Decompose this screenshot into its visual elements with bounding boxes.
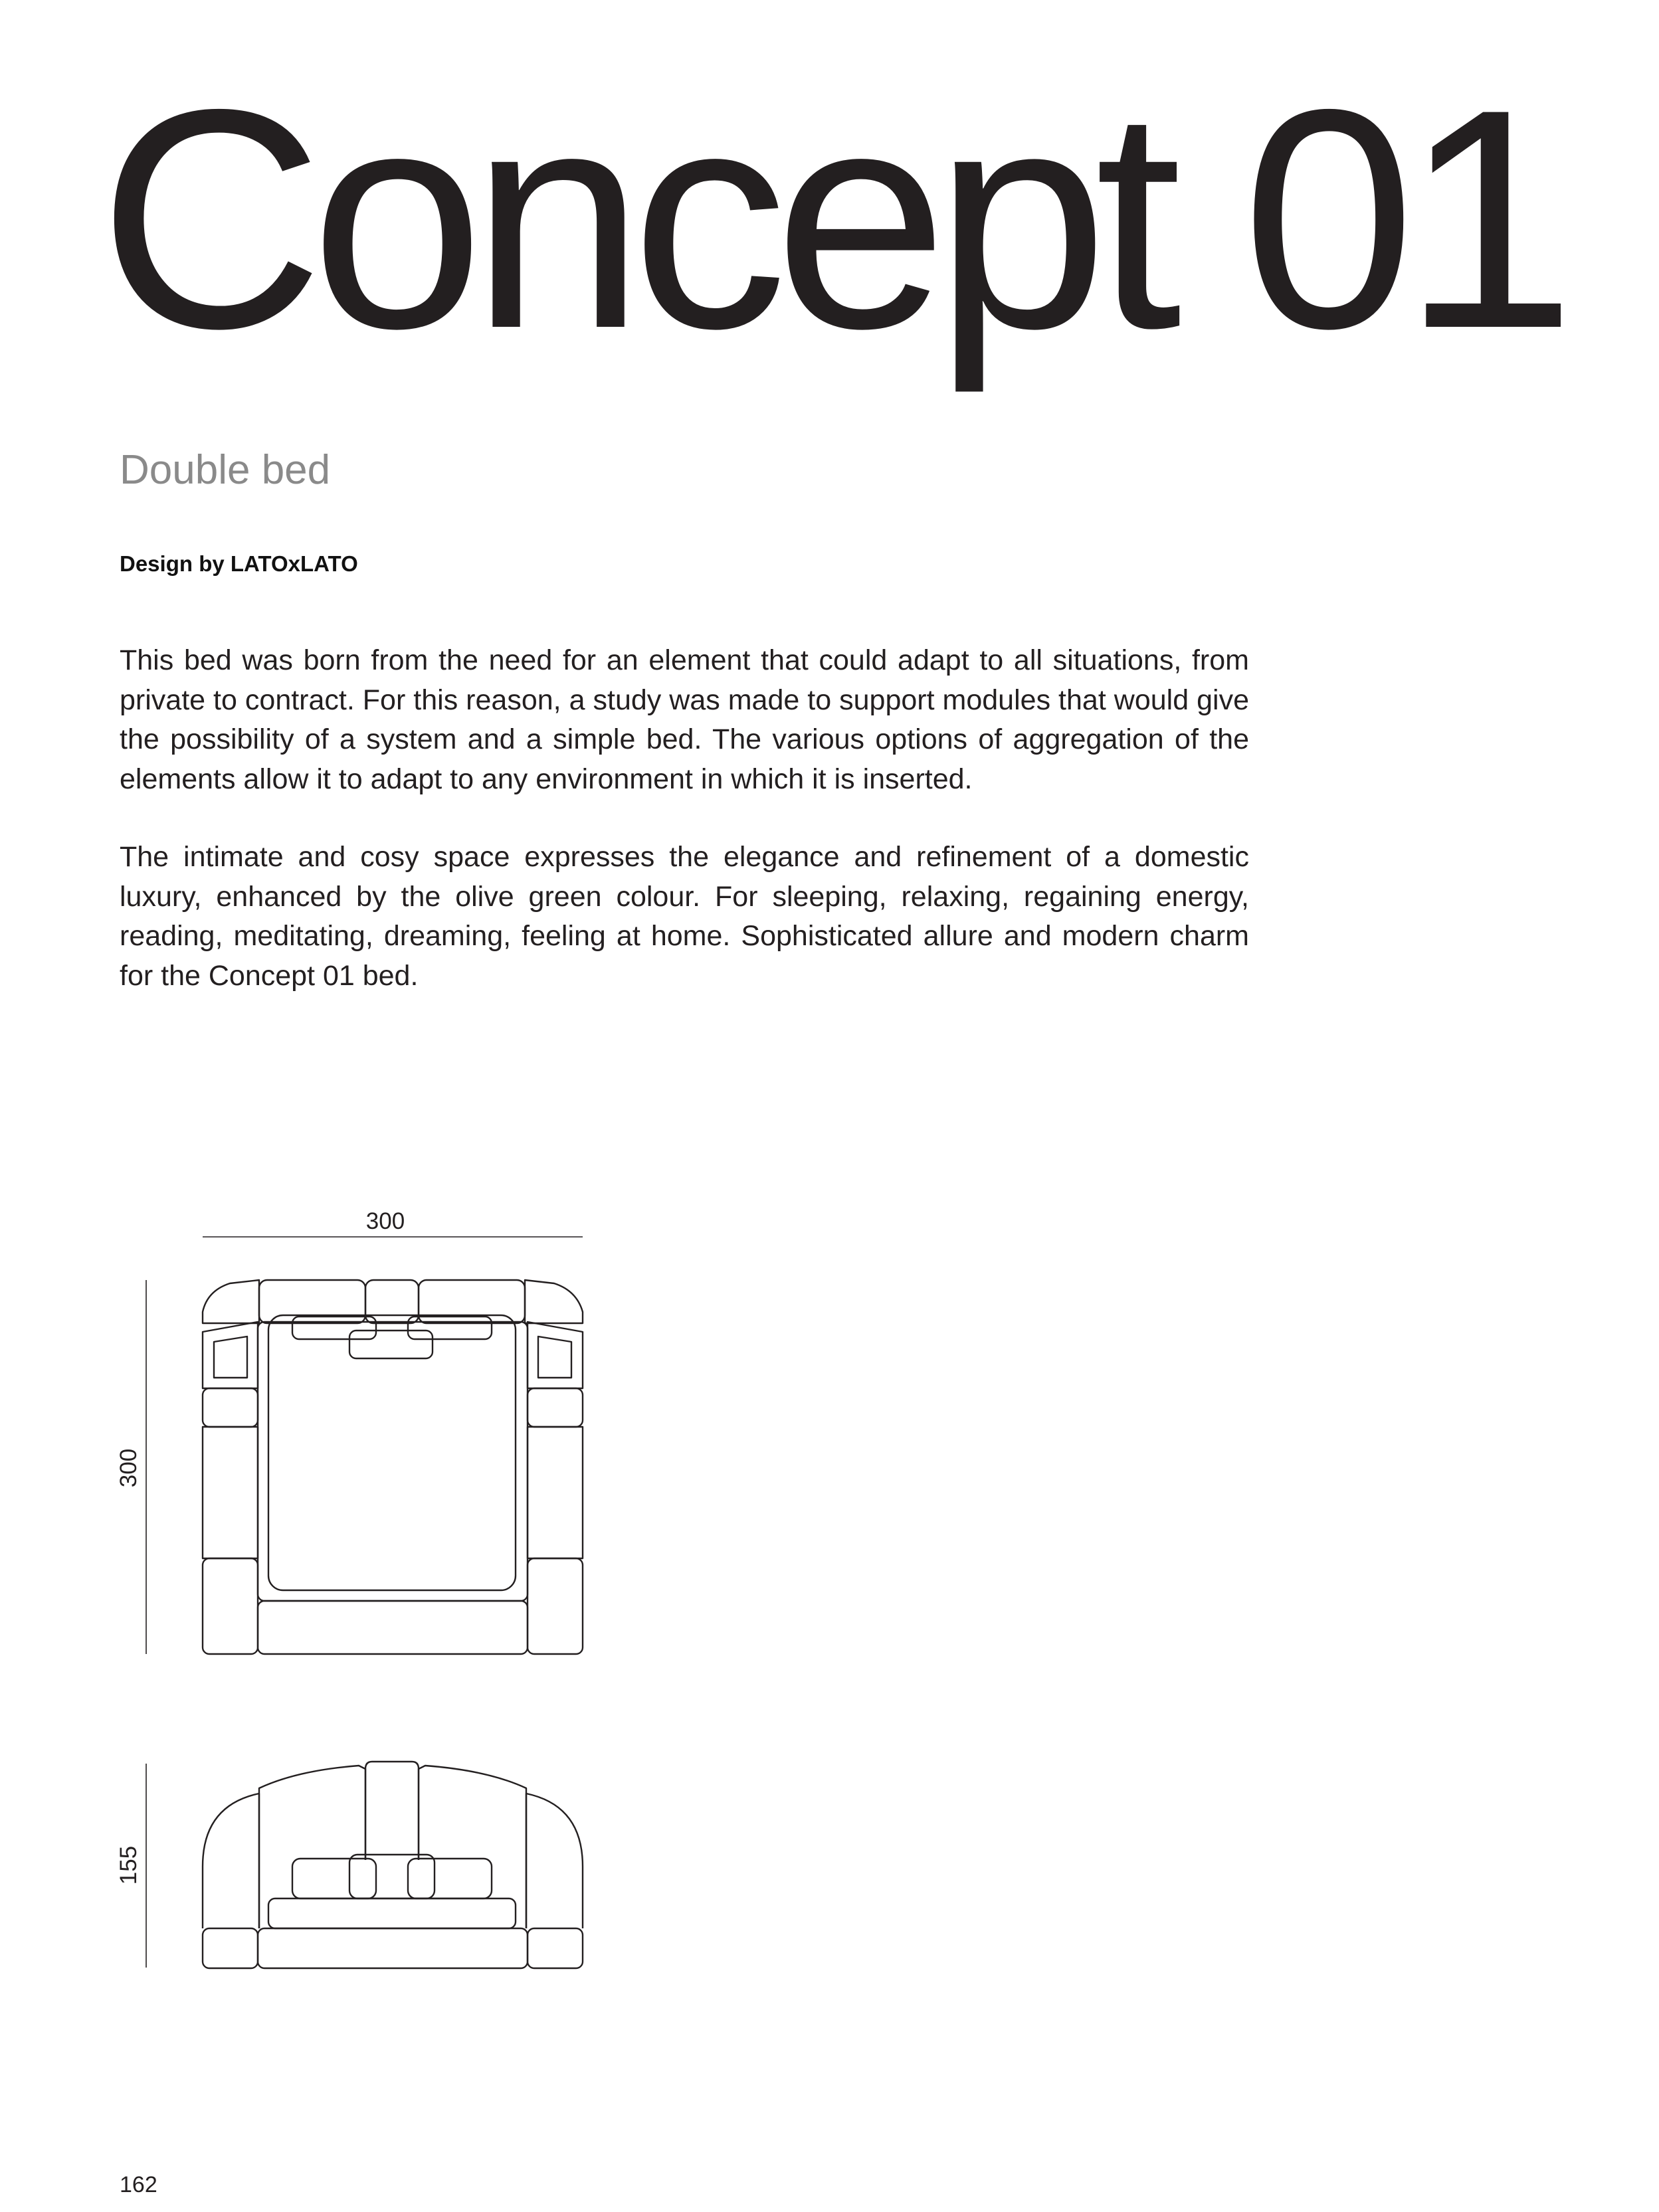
base-module [203,1928,258,1968]
back-cushion [419,1766,526,1928]
mattress [268,1315,516,1590]
headboard-cushion [365,1280,419,1323]
pillow [349,1331,433,1358]
side-module [528,1388,583,1427]
side-module-inset [214,1336,247,1378]
bed-front-view [146,1762,583,1968]
side-module [203,1558,258,1654]
pillow [408,1317,492,1339]
headboard-cushion [203,1280,259,1323]
base-module [528,1928,583,1968]
side-module-inset [538,1336,571,1378]
back-cushion [365,1762,419,1860]
headboard-cushion [525,1280,583,1323]
pillow [292,1859,376,1898]
width-dimension-label: 300 [365,1208,405,1234]
side-module [528,1427,583,1558]
description-paragraph-2: The intimate and cosy space expresses the elegance and refinement of a domestic luxury, enhanced by the olive green colour. For sleeping, relaxing, regaining energy, reading, meditating, dreaming, feeling at home. Sophisticated allure and modern charm for the Concept 01 bed. [120,841,1249,992]
bed-plan-view [146,1237,583,1654]
page-title: Concept 01 [98,45,1563,393]
headboard-cushion [419,1280,525,1323]
side-module [203,1388,258,1427]
side-module [203,1322,258,1388]
base-module [258,1928,528,1968]
side-module [203,1427,258,1558]
pillow [408,1859,492,1898]
back-cushion [526,1794,583,1928]
page-number: 162 [120,2172,157,2197]
headboard-cushion [259,1280,365,1323]
mattress [268,1898,516,1928]
back-cushion [259,1766,365,1928]
side-module [528,1322,583,1388]
pillow [292,1317,376,1339]
product-subtitle: Double bed [120,447,331,493]
height-dimension-label: 155 [116,1845,142,1885]
depth-dimension-label: 300 [116,1448,142,1488]
side-module [528,1558,583,1654]
bed-frame [258,1322,528,1601]
back-cushion [203,1794,259,1928]
footboard [258,1601,528,1654]
description-paragraph-1: This bed was born from the need for an element that could adapt to all situations, from private to contract. For this reason, a study was made to support modules that would give the possibility of a system and a simple bed. The various options of aggregation of the elements allow it to adapt to any environment in which it is inserted. [120,644,1249,795]
designer-credit: Design by LATOxLATO [120,551,358,576]
pillow [349,1855,435,1898]
